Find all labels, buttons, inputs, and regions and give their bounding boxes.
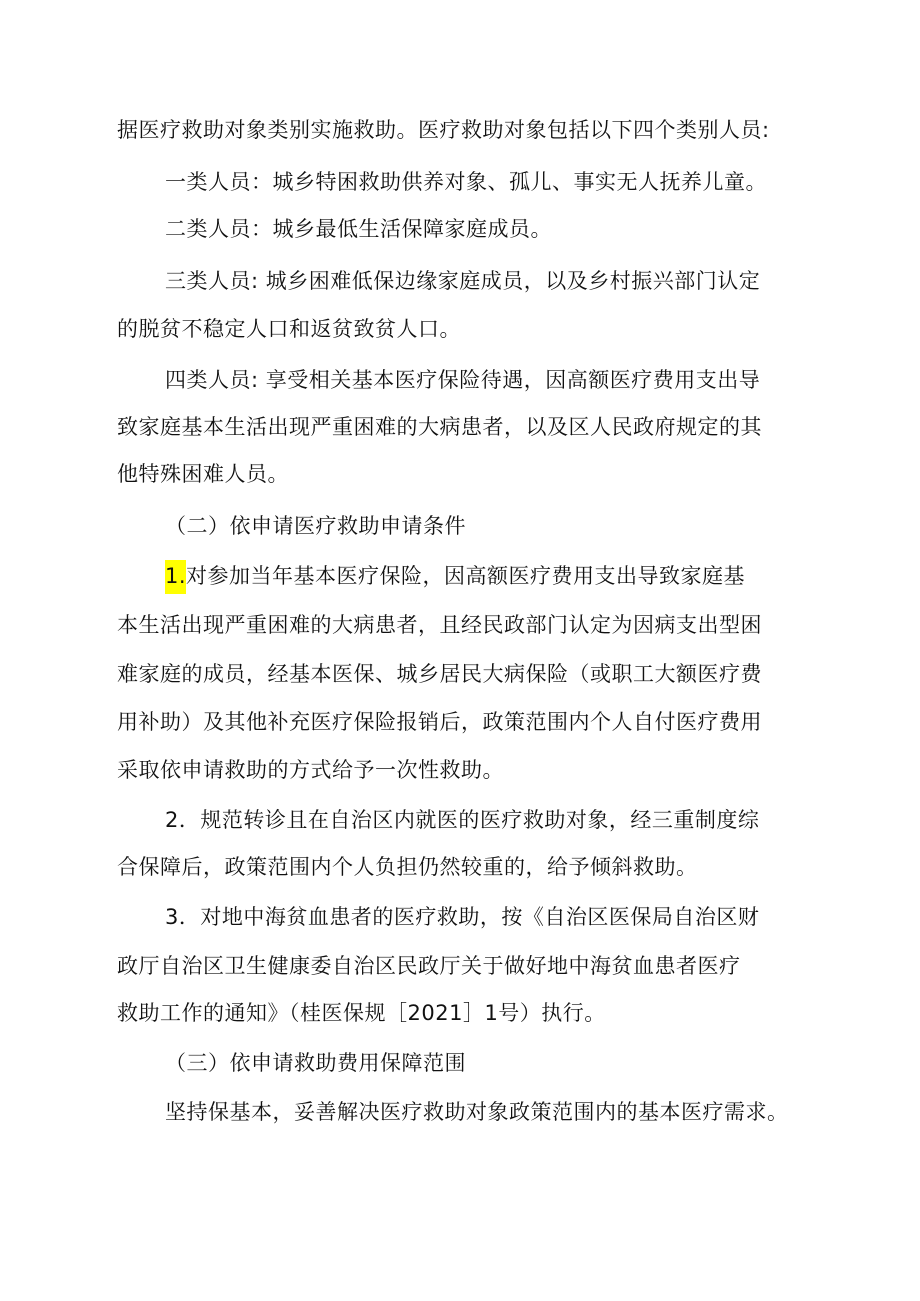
- item-number-highlight: 1.: [165, 560, 186, 594]
- paragraph-line: 用补助）及其他补充医疗保险报销后，政策范围内个人自付医疗费用: [117, 710, 762, 734]
- paragraph-line: 致家庭基本生活出现严重困难的大病患者，以及区人民政府规定的其: [117, 415, 762, 439]
- paragraph-line: [165, 561, 745, 591]
- paragraph-line: 坚持保基本，妥善解决医疗救助对象政策范围内的基本医疗需求。: [165, 1100, 789, 1124]
- section-heading: （二）依申请医疗救助申请条件: [165, 514, 466, 538]
- paragraph-line: 一类人员：城乡特困救助供养对象、孤儿、事实无人抚养儿童。: [165, 170, 767, 194]
- paragraph-line: 的脱贫不稳定人口和返贫致贫人口。: [117, 317, 461, 341]
- paragraph-line: 本生活出现严重困难的大病患者，且经民政部门认定为因病支出型困: [117, 613, 762, 637]
- paragraph-text: 对参加当年基本医疗保险，因高额医疗费用支出导致家庭基: [186, 564, 746, 588]
- paragraph-line: 难家庭的成员，经基本医保、城乡居民大病保险（或职工大额医疗费: [117, 662, 762, 686]
- paragraph-line: 政厅自治区卫生健康委自治区民政厅关于做好地中海贫血患者医疗: [117, 954, 741, 978]
- paragraph-line: 2．规范转诊且在自治区内就医的医疗救助对象，经三重制度综: [165, 808, 760, 832]
- paragraph-line: 三类人员: 城乡困难低保边缘家庭成员，以及乡村振兴部门认定: [165, 269, 761, 293]
- paragraph-line: 救助工作的通知》（桂医保规［2021］1号）执行。: [117, 1001, 606, 1025]
- paragraph-line: 3．对地中海贫血患者的医疗救助，按《自治区医保局自治区财: [165, 905, 760, 929]
- paragraph-line: 采取依申请救助的方式给予一次性救助。: [117, 758, 504, 782]
- paragraph-line: 他特殊困难人员。: [117, 462, 289, 486]
- paragraph-line: 合保障后，政策范围内个人负担仍然较重的，给予倾斜救助。: [117, 855, 698, 879]
- paragraph-line: 据医疗救助对象类别实施救助。医疗救助对象包括以下四个类别人员:: [117, 118, 770, 142]
- paragraph-line: 二类人员：城乡最低生活保障家庭成员。: [165, 217, 552, 241]
- paragraph-line: 四类人员: 享受相关基本医疗保险待遇，因高额医疗费用支出导: [165, 368, 761, 392]
- section-heading: （三）依申请救助费用保障范围: [165, 1051, 466, 1075]
